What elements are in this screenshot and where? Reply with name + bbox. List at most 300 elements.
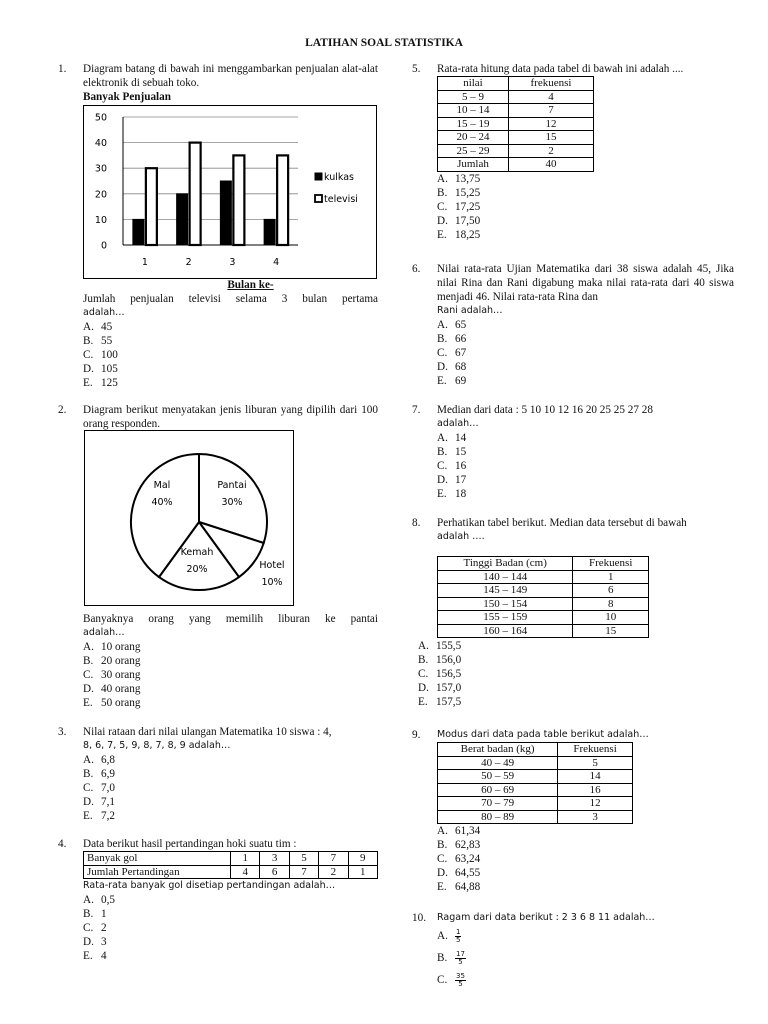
question-1	[58, 62, 378, 104]
column-header: Frekuensi	[558, 743, 633, 757]
option-value: 156,0	[436, 654, 462, 666]
option-letter: B.	[437, 446, 448, 458]
option-value: 66	[455, 333, 467, 345]
option-a[interactable]	[437, 925, 734, 947]
numerator: 35	[456, 971, 465, 980]
option-b[interactable]	[437, 947, 734, 969]
option-a[interactable]	[83, 753, 378, 767]
option-letter: C.	[437, 853, 448, 865]
option-d[interactable]	[437, 473, 734, 487]
option-c[interactable]	[83, 921, 378, 935]
data-table	[437, 742, 633, 824]
table-row	[84, 852, 378, 866]
option-letter: E.	[437, 375, 447, 387]
option-a[interactable]	[83, 320, 378, 334]
table-cell: 8	[573, 597, 649, 611]
option-b[interactable]	[83, 767, 378, 781]
table-cell: 1	[573, 570, 649, 584]
option-c[interactable]	[83, 781, 378, 795]
table-cell: Banyak gol	[84, 852, 231, 866]
y-tick-label: 0	[100, 240, 107, 252]
question-text-2: adalah ….	[437, 531, 485, 542]
bar-kulkas-1	[133, 219, 144, 245]
option-value: 65	[455, 319, 467, 331]
option-a[interactable]	[83, 893, 378, 907]
table-row	[438, 90, 594, 104]
question-2	[58, 403, 378, 431]
question-number: 3.	[58, 726, 67, 738]
option-letter: D.	[418, 682, 429, 694]
column-header: Tinggi Badan (cm)	[438, 557, 573, 571]
option-value: 63,24	[455, 853, 481, 865]
table-cell: 60 – 69	[438, 783, 558, 797]
option-value: 17,50	[455, 214, 481, 227]
question-number: 7.	[412, 404, 421, 416]
option-b[interactable]	[83, 907, 378, 921]
y-tick-label: 30	[94, 163, 107, 175]
table-cell: 70 – 79	[438, 797, 558, 811]
question-text-2: Rani adalah…	[437, 305, 503, 316]
table-cell: 2	[508, 144, 593, 158]
option-value: 17	[455, 474, 467, 486]
option-letter: A.	[83, 321, 94, 333]
x-tick-label: 2	[185, 257, 192, 268]
table-cell: 1	[231, 852, 260, 866]
option-value: 6,9	[101, 768, 115, 780]
table-cell: 12	[558, 797, 633, 811]
y-tick-label: 50	[94, 112, 107, 124]
column-header: Frekuensi	[573, 557, 649, 571]
y-tick-label: 20	[94, 189, 107, 201]
table-cell: 25 – 29	[438, 144, 509, 158]
question-text-2: adalah…	[437, 418, 479, 429]
option-letter: E.	[418, 696, 428, 708]
option-value: 14	[455, 432, 467, 444]
option-value: 100	[101, 349, 118, 361]
x-tick-label: 1	[141, 257, 148, 268]
option-letter: D.	[437, 361, 448, 373]
table-row	[438, 783, 633, 797]
option-a[interactable]	[83, 640, 378, 654]
table-cell: 10	[573, 611, 649, 625]
legend-label-kulkas: kulkas	[324, 172, 354, 183]
table-cell: 40	[508, 158, 593, 172]
legend-swatch-televisi	[315, 195, 322, 202]
option-c[interactable]	[83, 348, 378, 362]
table-cell: 4	[508, 90, 593, 104]
option-d[interactable]	[437, 866, 734, 880]
option-letter: A.	[437, 432, 448, 444]
option-letter: C.	[437, 974, 448, 986]
option-letter: D.	[437, 214, 448, 227]
option-e[interactable]	[83, 696, 378, 710]
option-d[interactable]	[83, 682, 378, 696]
option-letter: A.	[437, 930, 448, 942]
option-b[interactable]	[83, 334, 378, 348]
option-value: 64,88	[455, 881, 481, 893]
option-c[interactable]	[437, 346, 734, 360]
option-b[interactable]	[83, 654, 378, 668]
option-letter: A.	[83, 754, 94, 766]
denominator: 5	[458, 957, 463, 966]
option-d[interactable]	[83, 795, 378, 809]
option-c[interactable]	[437, 852, 734, 866]
option-letter: E.	[83, 697, 93, 709]
slice-value: 30%	[221, 497, 243, 508]
table-cell: 5	[558, 756, 633, 770]
fraction	[455, 973, 466, 988]
option-b[interactable]	[418, 653, 734, 667]
page-title: LATIHAN SOAL STATISTIKA	[305, 37, 463, 49]
option-letter: D.	[83, 936, 94, 948]
option-value: 55	[101, 335, 113, 347]
question-text: Diagram berikut menyatakan jenis liburan yang dipilih dari 100 orang responden.	[83, 404, 378, 430]
option-value: 13,75	[455, 172, 481, 185]
option-value: 15,25	[455, 186, 481, 199]
option-a[interactable]	[437, 824, 734, 838]
table-row	[438, 158, 594, 172]
table-cell: Jumlah	[438, 158, 509, 172]
option-value: 40 orang	[101, 683, 141, 695]
pie-chart	[84, 430, 294, 606]
option-value: 16	[455, 460, 467, 472]
question-3	[58, 725, 378, 823]
option-letter: B.	[83, 908, 94, 920]
option-value: 155,5	[436, 640, 462, 652]
column-header: frekuensi	[508, 77, 593, 91]
table-cell: 3	[260, 852, 289, 866]
question-number: 5.	[412, 63, 421, 75]
table-cell: 7	[289, 865, 318, 879]
x-tick-label: 4	[273, 257, 280, 268]
option-value: 105	[101, 363, 118, 375]
option-letter: A.	[418, 640, 429, 652]
table-cell: 7	[508, 104, 593, 118]
option-letter: B.	[437, 839, 448, 851]
option-letter: C.	[437, 347, 448, 359]
option-letter: E.	[83, 810, 93, 822]
table-row	[438, 797, 633, 811]
slice-label: Hotel	[259, 560, 285, 571]
option-e[interactable]	[83, 949, 378, 963]
question-text-2: Banyaknya orang yang memilih liburan ke pantai	[83, 613, 378, 625]
numerator: 17	[456, 949, 465, 958]
table-cell: 80 – 89	[438, 810, 558, 824]
option-letter: E.	[83, 377, 93, 389]
option-letter: B.	[83, 655, 94, 667]
option-a[interactable]	[437, 431, 734, 445]
option-e[interactable]	[437, 374, 734, 388]
option-letter: A.	[83, 641, 94, 653]
table-cell: 5 – 9	[438, 90, 509, 104]
option-letter: A.	[437, 825, 448, 837]
data-table	[437, 76, 594, 172]
table-cell: 15	[508, 131, 593, 145]
options	[83, 320, 378, 390]
table-cell: 3	[558, 810, 633, 824]
question-text: Data berikut hasil pertandingan hoki suatu tim :	[83, 838, 297, 850]
option-letter: C.	[83, 349, 94, 361]
option-d[interactable]	[418, 681, 734, 695]
question-text: Nilai rata-rata Ujian Matematika dari 38 siswa adalah 45, Jika nilai Rina dan Rani digabung maka nilai rata-rata dari 40 siswa menjadi 46. Nilai rata-rata Rina dan	[437, 263, 734, 303]
option-value: 157,5	[436, 696, 462, 708]
option-letter: B.	[418, 654, 429, 666]
question-number: 4.	[58, 838, 67, 850]
slice-label: Mal	[153, 480, 171, 491]
option-e[interactable]	[83, 376, 378, 390]
option-c[interactable]	[418, 667, 734, 681]
table-header-row	[438, 77, 594, 91]
option-value: 17,25	[455, 200, 481, 213]
option-letter: E.	[83, 950, 93, 962]
question-9	[412, 728, 734, 894]
options	[437, 925, 734, 991]
table-header-row	[438, 557, 649, 571]
goal-table	[83, 851, 378, 879]
slice-value: 20%	[186, 564, 208, 575]
question-4	[58, 837, 378, 963]
question-2-body	[58, 612, 378, 710]
option-c[interactable]	[437, 969, 734, 991]
options	[437, 824, 734, 894]
slice-value: 10%	[261, 577, 283, 588]
option-letter: D.	[437, 474, 448, 486]
question-7	[412, 403, 734, 501]
option-value: 61,34	[455, 825, 481, 837]
bar-televisi-2	[190, 143, 201, 245]
option-a[interactable]	[437, 172, 734, 186]
table-cell: Jumlah Pertandingan	[84, 865, 231, 879]
options	[418, 639, 734, 709]
option-value: 6,8	[101, 754, 115, 766]
option-value: 7,1	[101, 796, 115, 808]
question-1-body	[58, 278, 378, 390]
table-cell: 140 – 144	[438, 570, 573, 584]
option-value: 125	[101, 377, 118, 389]
question-text-2: Rata-rata banyak gol disetiap pertandingan adalah…	[83, 880, 336, 891]
option-d[interactable]	[437, 360, 734, 374]
table-row	[438, 810, 633, 824]
table-cell: 1	[348, 865, 377, 879]
bar-chart	[83, 105, 377, 279]
option-d[interactable]	[83, 362, 378, 376]
data-table	[437, 556, 649, 638]
bar-televisi-4	[277, 155, 288, 245]
question-text-3: adalah…	[83, 627, 125, 638]
table-cell: 145 – 149	[438, 584, 573, 598]
numerator: 1	[456, 927, 461, 936]
column-header: Berat badan (kg)	[438, 743, 558, 757]
denominator: 5	[458, 979, 463, 988]
question-text-2: 8, 6, 7, 5, 9, 8, 7, 8, 9 adalah…	[83, 740, 231, 751]
option-e[interactable]	[83, 809, 378, 823]
option-letter: E.	[437, 488, 447, 500]
option-value: 62,83	[455, 839, 481, 851]
bar-televisi-3	[233, 155, 244, 245]
y-tick-label: 40	[94, 138, 107, 150]
option-e[interactable]	[437, 228, 734, 242]
option-e[interactable]	[437, 487, 734, 501]
option-a[interactable]	[418, 639, 734, 653]
option-b[interactable]	[437, 186, 734, 200]
option-letter: C.	[83, 922, 94, 934]
option-letter: C.	[83, 782, 94, 794]
question-text-3: adalah…	[83, 307, 125, 318]
question-text: Perhatikan tabel berikut. Median data tersebut di bawah	[437, 517, 687, 529]
denominator: 5	[456, 935, 461, 944]
table-row	[438, 570, 649, 584]
table-row	[438, 584, 649, 598]
option-value: 50 orang	[101, 697, 141, 709]
table-cell: 2	[319, 865, 348, 879]
question-number: 8.	[412, 517, 421, 529]
table-cell: 50 – 59	[438, 770, 558, 784]
table-row	[438, 770, 633, 784]
option-c[interactable]	[437, 200, 734, 214]
question-number: 9.	[412, 729, 421, 741]
slice-value: 40%	[151, 497, 173, 508]
option-b[interactable]	[437, 445, 734, 459]
option-value: 7,0	[101, 782, 115, 794]
option-letter: D.	[83, 796, 94, 808]
option-letter: B.	[437, 333, 448, 345]
question-number: 1.	[58, 63, 67, 75]
question-5	[412, 62, 734, 242]
question-number: 6.	[412, 263, 421, 275]
question-text: Diagram batang di bawah ini menggambarkan penjualan alat-alat elektronik di sebuah toko.	[83, 63, 378, 89]
option-value: 10 orang	[101, 641, 141, 653]
question-text: Modus dari data pada table berikut adalah…	[437, 729, 649, 740]
question-10	[412, 911, 734, 991]
table-cell: 160 – 164	[438, 624, 573, 638]
table-cell: 4	[231, 865, 260, 879]
option-letter: E.	[437, 881, 447, 893]
options	[83, 640, 378, 710]
option-d[interactable]	[437, 214, 734, 228]
options	[437, 318, 734, 388]
table-cell: 6	[260, 865, 289, 879]
options	[437, 431, 734, 501]
table-row	[438, 117, 594, 131]
table-cell: 10 – 14	[438, 104, 509, 118]
slice-label: Pantai	[217, 480, 247, 491]
bar-kulkas-4	[264, 219, 275, 245]
option-letter: A.	[437, 319, 448, 331]
option-value: 0,5	[101, 894, 115, 906]
question-text: Ragam dari data berikut : 2 3 6 8 11 adalah…	[437, 912, 655, 923]
option-e[interactable]	[418, 695, 734, 709]
table-cell: 15	[573, 624, 649, 638]
table-cell: 16	[558, 783, 633, 797]
bar-kulkas-3	[220, 181, 231, 245]
option-letter: A.	[83, 894, 94, 906]
question-8	[412, 516, 734, 709]
option-letter: B.	[437, 186, 448, 199]
option-value: 45	[101, 321, 113, 333]
option-e[interactable]	[437, 880, 734, 894]
options	[437, 172, 734, 242]
table-cell: 15 – 19	[438, 117, 509, 131]
option-d[interactable]	[83, 935, 378, 949]
option-b[interactable]	[437, 838, 734, 852]
table-cell: 6	[573, 584, 649, 598]
option-value: 18	[455, 488, 467, 500]
option-value: 64,55	[455, 867, 481, 879]
table-row	[438, 597, 649, 611]
option-b[interactable]	[437, 332, 734, 346]
option-letter: B.	[83, 768, 94, 780]
table-cell: 150 – 154	[438, 597, 573, 611]
option-letter: C.	[83, 669, 94, 681]
table-cell: 12	[508, 117, 593, 131]
table-row	[438, 624, 649, 638]
options	[83, 893, 378, 963]
question-text-2: Jumlah penjualan televisi selama 3 bulan pertama	[83, 293, 378, 305]
question-6	[412, 262, 734, 388]
table-row	[438, 131, 594, 145]
option-letter: C.	[418, 668, 429, 680]
option-value: 1	[101, 908, 107, 920]
option-letter: E.	[437, 228, 447, 241]
y-tick-label: 10	[94, 214, 107, 226]
table-cell: 9	[348, 852, 377, 866]
x-axis-label: Bulan ke-	[227, 279, 274, 291]
option-value: 67	[455, 347, 467, 359]
question-text: Nilai rataan dari nilai ulangan Matematika 10 siswa : 4,	[83, 726, 332, 738]
table-cell: 20 – 24	[438, 131, 509, 145]
option-value: 3	[101, 936, 107, 948]
option-letter: D.	[437, 867, 448, 879]
table-row	[438, 756, 633, 770]
fraction	[455, 929, 461, 944]
option-letter: C.	[437, 460, 448, 472]
option-value: 20 orang	[101, 655, 141, 667]
table-cell: 7	[319, 852, 348, 866]
option-value: 157,0	[436, 682, 462, 694]
option-letter: C.	[437, 200, 448, 213]
table-cell: 14	[558, 770, 633, 784]
slice-label: Kemah	[180, 547, 214, 558]
column-header: nilai	[438, 77, 509, 91]
option-value: 4	[101, 950, 107, 962]
option-value: 69	[455, 375, 467, 387]
option-c[interactable]	[83, 668, 378, 682]
options	[83, 753, 378, 823]
option-value: 18,25	[455, 228, 481, 241]
legend-swatch-kulkas	[315, 173, 322, 180]
option-letter: D.	[83, 683, 94, 695]
option-value: 7,2	[101, 810, 115, 822]
option-a[interactable]	[437, 318, 734, 332]
table-row	[84, 865, 378, 879]
option-letter: A.	[437, 172, 448, 185]
question-text: Median dari data : 5 10 10 12 16 20 25 25 27 28	[437, 404, 653, 416]
table-cell: 40 – 49	[438, 756, 558, 770]
option-value: 15	[455, 446, 467, 458]
question-text: Rata-rata hitung data pada tabel di bawah ini adalah ....	[437, 63, 684, 75]
question-number: 2.	[58, 404, 67, 416]
table-row	[438, 611, 649, 625]
option-letter: B.	[83, 335, 94, 347]
chart-title: Banyak Penjualan	[83, 91, 171, 103]
table-header-row	[438, 743, 633, 757]
question-number: 10.	[412, 912, 426, 924]
option-c[interactable]	[437, 459, 734, 473]
option-letter: D.	[83, 363, 94, 375]
table-row	[438, 104, 594, 118]
option-value: 68	[455, 361, 467, 373]
option-value: 2	[101, 922, 107, 934]
